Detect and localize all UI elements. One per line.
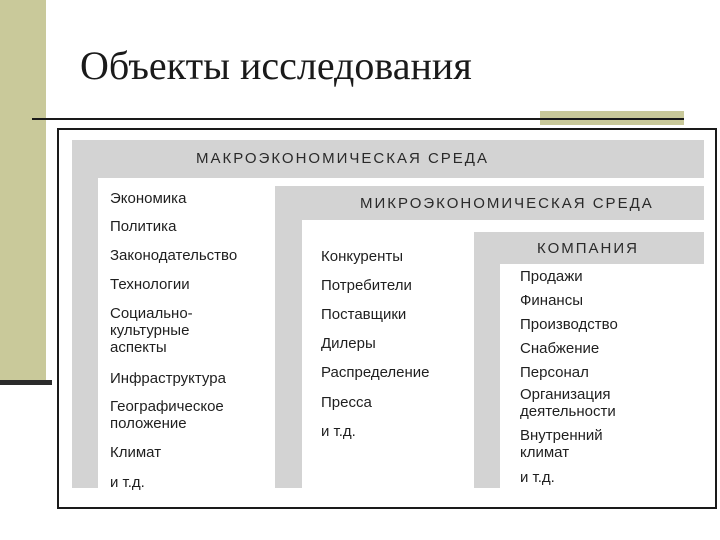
company-item-procurement: Снабжение	[520, 340, 600, 357]
micro-item-consumers: Потребители	[321, 277, 412, 294]
micro-item-press: Пресса	[321, 394, 372, 411]
company-item-finance: Финансы	[520, 292, 583, 309]
macro-label: МАКРОЭКОНОМИЧЕСКАЯ СРЕДА	[196, 150, 489, 167]
company-item-production: Производство	[520, 316, 618, 333]
slide-title: Объекты исследования	[80, 43, 472, 88]
title-rule	[32, 118, 684, 120]
macro-item-climate: Климат	[110, 444, 162, 461]
micro-item-distribution: Распределение	[321, 364, 430, 381]
micro-band-left	[275, 186, 302, 488]
macro-item-economy: Экономика	[110, 190, 187, 207]
macro-item-technology: Технологии	[110, 276, 190, 293]
macro-item-legislation: Законодательство	[110, 247, 238, 264]
micro-label: МИКРОЭКОНОМИЧЕСКАЯ СРЕДА	[360, 195, 654, 212]
left-accent-bar	[0, 0, 46, 383]
micro-item-competitors: Конкуренты	[321, 248, 404, 265]
micro-item-suppliers: Поставщики	[321, 306, 407, 323]
company-item-personnel: Персонал	[520, 364, 589, 381]
company-item-etc: и т.д.	[520, 469, 555, 486]
company-item-internal-climate: Внутренний климат	[520, 427, 603, 461]
macro-item-etc: и т.д.	[110, 474, 145, 491]
macro-band-left	[72, 140, 98, 488]
macro-item-sociocultural: Социально- культурные аспекты	[110, 305, 193, 356]
left-bar-edge	[0, 380, 52, 385]
company-label: КОМПАНИЯ	[537, 240, 639, 257]
company-band-left	[474, 232, 500, 488]
macro-item-geography: Географическое положение	[110, 398, 224, 432]
company-item-sales: Продажи	[520, 268, 583, 285]
micro-item-etc: и т.д.	[321, 423, 356, 440]
macro-item-politics: Политика	[110, 218, 177, 235]
company-item-organization: Организация деятельности	[520, 386, 616, 420]
macro-item-infrastructure: Инфраструктура	[110, 370, 226, 387]
micro-item-dealers: Дилеры	[321, 335, 376, 352]
